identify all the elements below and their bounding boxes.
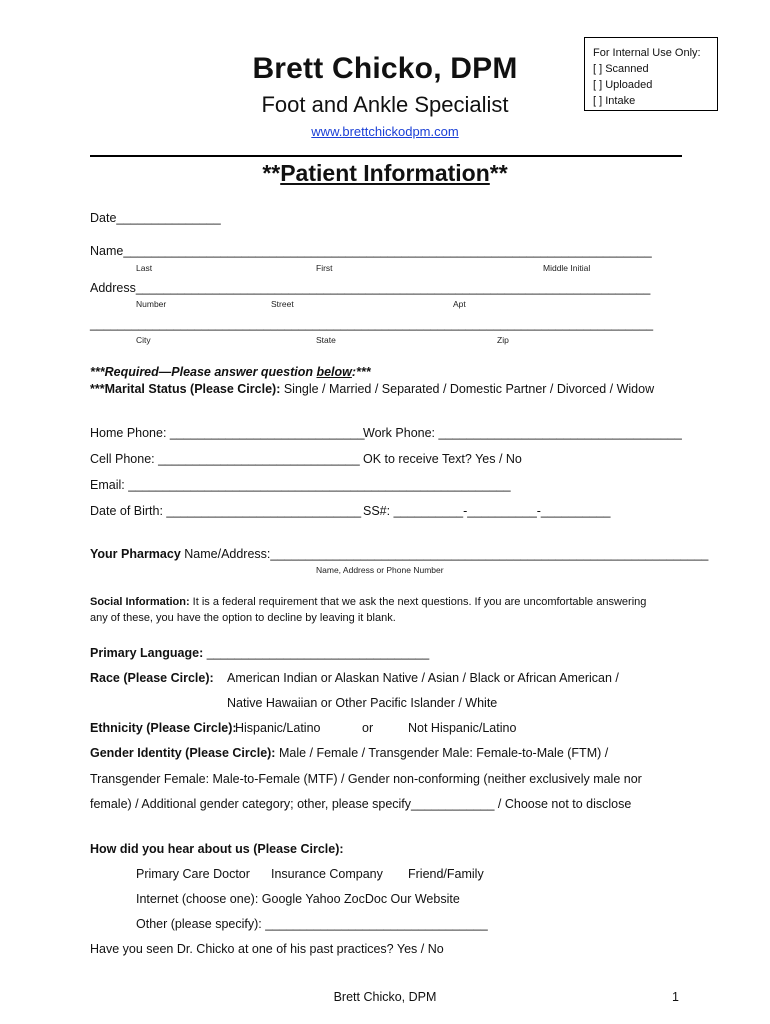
pharmacy-sub-label: Name, Address or Phone Number xyxy=(316,565,444,575)
address-apt-label: Apt xyxy=(453,299,466,309)
internal-use-title: For Internal Use Only: xyxy=(593,47,701,59)
cell-phone-field[interactable]: Cell Phone: _____________________________ xyxy=(90,452,360,466)
address-number-label: Number xyxy=(136,299,167,309)
title-stars-left: ** xyxy=(262,160,281,186)
social-info-text: It is a federal requirement that we ask the next questions. If you are uncomfortable answering xyxy=(189,596,647,608)
practice-name: Brett Chicko, DPM xyxy=(252,52,518,85)
practice-website-link[interactable]: www.brettchickodpm.com xyxy=(311,124,459,139)
footer-practice-name: Brett Chicko, DPM xyxy=(333,990,437,1004)
title-text: Patient Information xyxy=(280,160,490,186)
gender-label: Gender Identity (Please Circle): xyxy=(90,746,276,760)
referral-option-insurance[interactable]: Insurance Company xyxy=(271,867,383,881)
ethnicity-option-not-hispanic[interactable]: Not Hispanic/Latino xyxy=(408,721,517,735)
primary-language-label: Primary Language: xyxy=(90,646,204,660)
practice-specialty: Foot and Ankle Specialist xyxy=(261,92,509,117)
referral-option-pcp[interactable]: Primary Care Doctor xyxy=(136,867,250,881)
address-line2-field[interactable]: _________________________________________________________________________________ xyxy=(90,317,654,331)
required-below: below xyxy=(316,365,352,379)
social-info-label: Social Information: xyxy=(90,596,190,608)
name-field[interactable]: Name____________________________________________________________________________ xyxy=(90,244,652,258)
required-prefix: ***Required—Please answer question xyxy=(90,365,317,379)
pharmacy-label: Your Pharmacy xyxy=(90,547,181,561)
ethnicity-label: Ethnicity (Please Circle): xyxy=(90,721,237,735)
social-info-line2: any of these, you have the option to decline by leaving it blank. xyxy=(90,612,396,624)
marital-status-row xyxy=(90,382,654,396)
home-phone-field[interactable]: Home Phone: ____________________________ xyxy=(90,426,365,440)
page-number: 1 xyxy=(672,990,679,1004)
gender-line1[interactable] xyxy=(90,746,608,760)
past-practice-question[interactable]: Have you seen Dr. Chicko at one of his past practices? Yes / No xyxy=(90,942,444,956)
marital-status-options[interactable]: Single / Married / Separated / Domestic Partner / Divorced / Widow xyxy=(280,382,655,396)
address-street-label: Street xyxy=(271,299,294,309)
required-suffix: :*** xyxy=(351,365,371,379)
name-middle-label: Middle Initial xyxy=(543,263,591,273)
ssn-field[interactable]: SS#: __________-__________-__________ xyxy=(363,504,611,518)
gender-line2[interactable]: Transgender Female: Male-to-Female (MTF) / Gender non-conforming (neither exclusively male nor xyxy=(90,772,642,786)
pharmacy-blank: Name/Address:_______________________________________________________________ xyxy=(180,547,709,561)
race-label: Race (Please Circle): xyxy=(90,671,214,685)
race-options-line1[interactable]: American Indian or Alaskan Native / Asian / Black or African American / xyxy=(227,671,619,685)
referral-label: How did you hear about us (Please Circle): xyxy=(90,842,344,856)
text-consent-options[interactable]: OK to receive Text? Yes / No xyxy=(363,452,522,466)
race-options-line2[interactable]: Native Hawaiian or Other Pacific Islander / White xyxy=(227,696,498,710)
marital-status-label: ***Marital Status (Please Circle): xyxy=(90,382,281,396)
social-info-line1 xyxy=(90,596,646,608)
internal-uploaded-checkbox[interactable]: [ ] Uploaded xyxy=(593,79,653,91)
date-field[interactable]: Date_______________ xyxy=(90,211,221,225)
dob-field[interactable]: Date of Birth: ____________________________ xyxy=(90,504,362,518)
address-field[interactable]: Address__________________________________________________________________________ xyxy=(90,281,651,295)
ethnicity-or: or xyxy=(362,721,374,735)
gender-options-1: Male / Female / Transgender Male: Female-to-Male (FTM) / xyxy=(275,746,609,760)
referral-other-field[interactable]: Other (please specify): ________________________________ xyxy=(136,917,488,931)
address-state-label: State xyxy=(316,335,336,345)
internal-intake-checkbox[interactable]: [ ] Intake xyxy=(593,95,636,107)
address-city-label: City xyxy=(136,335,151,345)
gender-line3[interactable]: female) / Additional gender category; other, please specify____________ / Choose not to disclose xyxy=(90,797,632,811)
required-notice xyxy=(90,365,371,379)
form-title xyxy=(0,160,770,187)
pharmacy-field[interactable] xyxy=(90,547,708,561)
referral-internet-options[interactable]: Internet (choose one): Google Yahoo ZocDoc Our Website xyxy=(136,892,460,906)
name-first-label: First xyxy=(316,263,333,273)
primary-language-field[interactable] xyxy=(90,646,429,660)
email-field[interactable]: Email: _______________________________________________________ xyxy=(90,478,511,492)
header-divider xyxy=(90,155,682,157)
title-stars-right: ** xyxy=(489,160,508,186)
primary-language-blank: ________________________________ xyxy=(203,646,430,660)
work-phone-field[interactable]: Work Phone: ___________________________________ xyxy=(363,426,682,440)
internal-scanned-checkbox[interactable]: [ ] Scanned xyxy=(593,63,649,75)
address-zip-label: Zip xyxy=(497,335,509,345)
referral-option-friend[interactable]: Friend/Family xyxy=(408,867,484,881)
name-last-label: Last xyxy=(136,263,153,273)
ethnicity-option-hispanic[interactable]: Hispanic/Latino xyxy=(235,721,321,735)
